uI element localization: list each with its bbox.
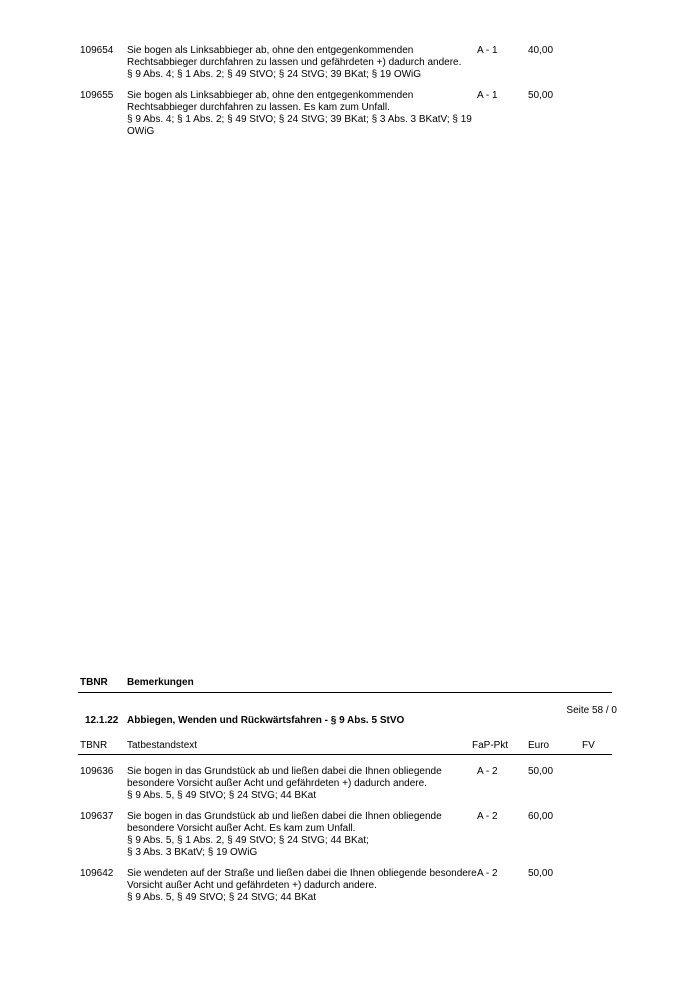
- euro-cell: 50,00: [528, 766, 554, 777]
- remarks-divider: [78, 692, 612, 693]
- euro-cell: 60,00: [528, 811, 554, 822]
- description-line: besondere Vorsicht außer Acht und gefährdeten +) dadurch andere.: [127, 778, 427, 789]
- description-cell: [127, 45, 465, 81]
- description-cell: [127, 90, 472, 138]
- description-line: Sie bogen als Linksabbieger ab, ohne den entgegenkommenden: [127, 90, 414, 101]
- tbnr-cell: 109637: [80, 811, 114, 822]
- description-cell: [127, 811, 465, 859]
- description-line: OWiG: [127, 126, 155, 137]
- description-line: besondere Vorsicht außer Acht. Es kam zum Unfall.: [127, 823, 356, 834]
- fap-points-cell: A - 2: [477, 766, 498, 777]
- description-line: Sie bogen in das Grundstück ab und ließen dabei die Ihnen obliegende: [127, 766, 442, 777]
- description-line: Sie wendeten auf der Straße und ließen dabei die Ihnen obliegende besondere: [127, 868, 477, 879]
- euro-cell: 40,00: [528, 45, 554, 56]
- fap-points-cell: A - 2: [477, 811, 498, 822]
- section-title: Abbiegen, Wenden und Rückwärtsfahren - § 9 Abs. 5 StVO: [127, 715, 405, 726]
- fap-points-cell: A - 2: [477, 868, 498, 879]
- tbnr-cell: 109654: [80, 45, 114, 56]
- description-line: § 3 Abs. 3 BKatV; § 19 OWiG: [127, 847, 258, 858]
- description-line: Rechtsabbieger durchfahren zu lassen. Es kam zum Unfall.: [127, 102, 390, 113]
- section-number: 12.1.22: [85, 715, 119, 726]
- remarks-label: Bemerkungen: [127, 677, 194, 688]
- euro-cell: 50,00: [528, 868, 554, 879]
- column-header-fap: FaP-Pkt: [472, 740, 509, 751]
- description-cell: [127, 868, 477, 904]
- description-line: Rechtsabbieger durchfahren zu lassen und gefährdeten +) dadurch andere.: [127, 57, 462, 68]
- description-line: § 9 Abs. 5, § 49 StVO; § 24 StVG; 44 BKat: [127, 790, 317, 801]
- description-line: Vorsicht außer Acht und gefährdeten +) dadurch andere.: [127, 880, 377, 891]
- fap-points-cell: A - 1: [477, 90, 498, 101]
- description-line: § 9 Abs. 4; § 1 Abs. 2; § 49 StVO; § 24 StVG; 39 BKat; § 19 OWiG: [127, 69, 422, 80]
- column-header-fv: FV: [582, 740, 595, 751]
- fap-points-cell: A - 1: [477, 45, 498, 56]
- description-line: § 9 Abs. 5, § 1 Abs. 2, § 49 StVO; § 24 StVG; 44 BKat;: [127, 835, 369, 846]
- description-line: Sie bogen als Linksabbieger ab, ohne den entgegenkommenden: [127, 45, 414, 56]
- euro-cell: 50,00: [528, 90, 554, 101]
- description-line: Sie bogen in das Grundstück ab und ließen dabei die Ihnen obliegende: [127, 811, 442, 822]
- tbnr-cell: 109655: [80, 90, 114, 101]
- column-header-text: Tatbestandstext: [127, 740, 198, 751]
- description-line: § 9 Abs. 4; § 1 Abs. 2; § 49 StVO; § 24 StVG; 39 BKat; § 3 Abs. 3 BKatV; § 19: [127, 114, 472, 125]
- remarks-tbnr-label: TBNR: [80, 677, 108, 688]
- description-line: § 9 Abs. 5, § 49 StVO; § 24 StVG; 44 BKat: [127, 892, 317, 903]
- column-header-tbnr: TBNR: [80, 740, 108, 751]
- column-header-divider: [78, 754, 612, 755]
- tbnr-cell: 109642: [80, 868, 114, 879]
- description-cell: [127, 766, 465, 802]
- page-number: Seite 58 / 0: [566, 705, 617, 716]
- column-header-euro: Euro: [528, 740, 550, 751]
- tbnr-cell: 109636: [80, 766, 114, 777]
